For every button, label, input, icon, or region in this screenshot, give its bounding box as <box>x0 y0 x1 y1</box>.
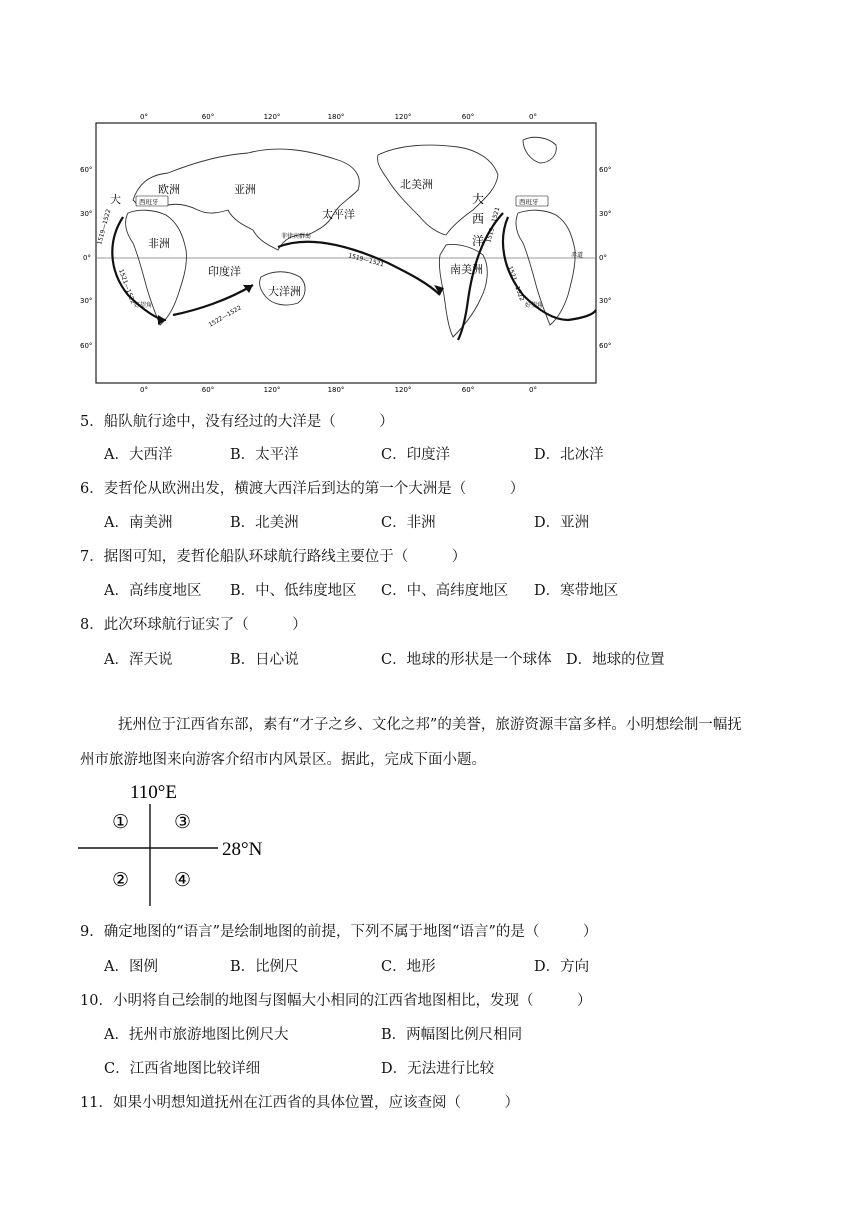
label-cape-right: 好望角 <box>525 302 544 309</box>
label-pacific: 太平洋 <box>322 208 355 221</box>
meridian-label: 110°E <box>130 782 177 803</box>
label-atlantic-left: 大 <box>110 193 121 206</box>
question-8-option-a[interactable]: A．浑天说 <box>104 652 173 668</box>
question-10-option-c[interactable]: C．江西省地图比较详细 <box>104 1061 261 1077</box>
lat-label-right: 0° <box>599 254 607 262</box>
question-10-option-b[interactable]: B．两幅图比例尺相同 <box>381 1027 523 1043</box>
lat-label-right: 60° <box>599 342 612 350</box>
map-frame <box>96 123 596 383</box>
question-5-option-b[interactable]: B．太平洋 <box>230 447 299 463</box>
question-9-stem: 9．确定地图的“语言”是绘制地图的前提，下列不属于地图“语言”的是（ ） <box>80 924 598 940</box>
lon-label-bottom: 120° <box>394 386 412 394</box>
date-label: 1521—1522 <box>506 265 526 303</box>
question-7-option-a[interactable]: A．高纬度地区 <box>104 583 202 599</box>
lat-label-right: 30° <box>599 210 612 218</box>
question-7-option-c[interactable]: C．中、高纬度地区 <box>381 583 509 599</box>
date-label: 1521—1522 <box>117 268 137 306</box>
label-spain-right: 西班牙 <box>519 198 539 206</box>
passage-line-1: 抚州位于江西省东部，素有“才子之乡、文化之邦”的美誉，旅游资源丰富多样。小明想绘制一幅抚 <box>118 717 742 733</box>
lon-label-top: 0° <box>140 113 148 121</box>
question-8-option-b[interactable]: B．日心说 <box>230 652 299 668</box>
label-africa: 非洲 <box>148 237 170 250</box>
question-10-option-a[interactable]: A．抚州市旅游地图比例尺大 <box>104 1027 289 1043</box>
lat-label-right: 60° <box>599 166 612 174</box>
lon-label-bottom: 120° <box>263 386 281 394</box>
lat-label-left: 60° <box>80 166 93 174</box>
lon-label-bottom: 0° <box>140 386 148 394</box>
question-6-option-c[interactable]: C．非洲 <box>381 515 436 531</box>
question-10-option-d[interactable]: D．无法进行比较 <box>381 1061 495 1077</box>
question-6-option-b[interactable]: B．北美洲 <box>230 515 299 531</box>
label-north-america: 北美洲 <box>400 178 433 191</box>
lon-label-bottom: 0° <box>529 386 537 394</box>
date-label: 1519—1522 <box>96 208 113 246</box>
label-spain-left: 西班牙 <box>139 198 159 206</box>
label-atlantic-right-3: 洋 <box>472 234 485 248</box>
label-cape-left: 好望角 <box>134 302 153 309</box>
label-indian-ocean: 印度洋 <box>208 265 241 278</box>
lon-label-bottom: 60° <box>201 386 215 394</box>
quadrant-4: ④ <box>174 869 192 891</box>
question-11-stem: 11．如果小明想知道抚州在江西省的具体位置，应该查阅（ ） <box>80 1095 519 1111</box>
label-asia: 亚洲 <box>234 183 256 196</box>
world-map-svg <box>78 105 614 395</box>
label-atlantic-right-2: 西 <box>472 212 485 226</box>
question-7-option-b[interactable]: B．中、低纬度地区 <box>230 583 357 599</box>
question-6-stem: 6．麦哲伦从欧洲出发，横渡大西洋后到达的第一个大洲是（ ） <box>80 481 525 497</box>
label-equator: 赤道 <box>571 252 584 259</box>
lon-label-top: 0° <box>529 113 537 121</box>
question-9-option-b[interactable]: B．比例尺 <box>230 959 299 975</box>
lon-label-top: 60° <box>461 113 475 121</box>
lon-label-top: 120° <box>394 113 412 121</box>
lon-label-top: 120° <box>263 113 281 121</box>
question-6-option-d[interactable]: D．亚洲 <box>534 515 590 531</box>
label-atlantic-right-1: 大 <box>472 192 485 206</box>
lon-label-top: 180° <box>327 113 345 121</box>
quadrant-3: ③ <box>174 811 192 833</box>
question-9-option-c[interactable]: C．地形 <box>381 959 436 975</box>
coordinate-diagram <box>70 778 310 908</box>
coordinate-diagram-svg <box>70 778 310 908</box>
question-8-option-d[interactable]: D．地球的位置 <box>566 652 665 668</box>
lon-label-bottom: 60° <box>461 386 475 394</box>
quadrant-1: ① <box>112 811 130 833</box>
label-oceania: 大洋洲 <box>268 285 301 298</box>
question-5-option-a[interactable]: A．大西洋 <box>104 447 173 463</box>
label-philippines: 菲律宾群岛 <box>281 233 312 240</box>
passage-line-2: 州市旅游地图来向游客介绍市内风景区。据此，完成下面小题。 <box>80 752 486 768</box>
question-8-option-c[interactable]: C．地球的形状是一个球体 <box>381 652 552 668</box>
question-6-option-a[interactable]: A．南美洲 <box>104 515 173 531</box>
question-5-option-d[interactable]: D．北冰洋 <box>534 447 604 463</box>
question-7-stem: 7．据图可知，麦哲伦船队环球航行路线主要位于（ ） <box>80 549 467 565</box>
question-7-option-d[interactable]: D．寒带地区 <box>534 583 619 599</box>
lat-label-left: 30° <box>80 297 93 305</box>
lat-label-left: 0° <box>83 254 91 262</box>
question-9-option-a[interactable]: A．图例 <box>104 959 158 975</box>
lat-label-left: 30° <box>80 210 93 218</box>
label-europe: 欧洲 <box>158 183 180 196</box>
lon-label-bottom: 180° <box>327 386 345 394</box>
lat-label-left: 60° <box>80 342 93 350</box>
quadrant-2: ② <box>112 869 130 891</box>
lon-label-top: 60° <box>201 113 215 121</box>
parallel-label: 28°N <box>222 839 263 860</box>
question-9-option-d[interactable]: D．方向 <box>534 959 590 975</box>
question-5-option-c[interactable]: C．印度洋 <box>381 447 451 463</box>
date-label: 1519—1521 <box>485 206 502 244</box>
question-8-stem: 8．此次环球航行证实了（ ） <box>80 617 307 633</box>
label-south-america: 南美洲 <box>450 263 483 276</box>
question-10-stem: 10．小明将自己绘制的地图与图幅大小相同的江西省地图相比，发现（ ） <box>80 993 592 1009</box>
date-label: 1519—1521 <box>347 252 385 269</box>
lat-label-right: 30° <box>599 297 612 305</box>
magellan-route-map <box>78 105 614 395</box>
question-5-stem: 5．船队航行途中，没有经过的大洋是（ ） <box>80 414 394 430</box>
date-label: 1522—1522 <box>207 304 243 329</box>
